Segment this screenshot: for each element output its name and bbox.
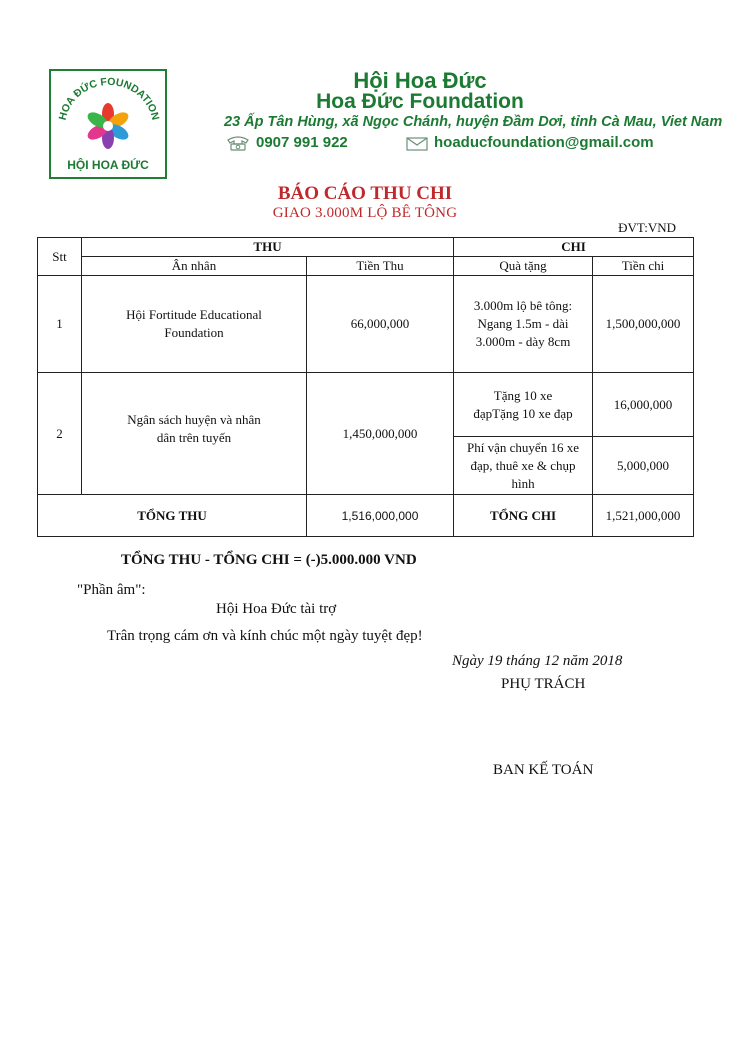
row-income: 66,000,000: [307, 276, 454, 373]
row-stt: 1: [38, 276, 82, 373]
row-expense: 5,000,000: [593, 437, 694, 495]
row-gift: 3.000m lộ bê tông: Ngang 1.5m - dài 3.000m - dày 8cm: [454, 276, 593, 373]
total-expense-value: 1,521,000,000: [593, 495, 694, 537]
org-name-vietnamese: Hội Hoa Đức: [353, 68, 487, 93]
table-row: [38, 373, 694, 437]
logo-arc-text: HOA ĐỨC FOUNDATION: [56, 75, 162, 122]
header-stt: Stt: [38, 238, 82, 276]
logo-bottom-text: HỘI HOA ĐỨC: [67, 158, 149, 172]
header-thu: THU: [82, 238, 454, 257]
phone-icon: [226, 135, 250, 151]
table-row: [38, 276, 694, 373]
email-address[interactable]: hoaducfoundation@gmail.com: [434, 134, 654, 151]
header-an-nhan: Ân nhân: [82, 257, 307, 276]
total-income-label: TỔNG THU: [38, 495, 307, 537]
total-expense-label: TỔNG CHI: [454, 495, 593, 537]
row-stt: 2: [38, 373, 82, 495]
org-name-english: Hoa Đức Foundation: [316, 90, 524, 113]
phone-number: 0907 991 922: [256, 134, 348, 151]
header-tien-thu: Tiền Thu: [307, 257, 454, 276]
thanks-line: Trân trọng cám ơn và kính chúc một ngày tuyệt đẹp!: [107, 628, 423, 644]
balance-line: TỔNG THU - TỔNG CHI = (-)5.000.000 VND: [121, 552, 417, 568]
header-chi: CHI: [454, 238, 694, 257]
row-gift: Tặng 10 xe đạpTặng 10 xe đạp: [454, 373, 593, 437]
total-income-value: 1,516,000,000: [307, 495, 454, 537]
row-income: 1,450,000,000: [307, 373, 454, 495]
in-charge-label: PHỤ TRÁCH: [501, 676, 586, 692]
totals-row: [38, 495, 694, 537]
row-donor: Hội Fortitude Educational Foundation: [82, 276, 307, 373]
sponsor-line: Hội Hoa Đức tài trợ: [216, 601, 337, 617]
envelope-icon: [406, 137, 428, 151]
currency-unit-label: ĐVT:VND: [618, 220, 676, 235]
row-expense: 16,000,000: [593, 373, 694, 437]
income-expense-table: [37, 237, 694, 537]
report-subtitle: GIAO 3.000M LỘ BÊ TÔNG: [272, 205, 458, 221]
header-qua-tang: Quà tặng: [454, 257, 593, 276]
org-address: 23 Ấp Tân Hùng, xã Ngọc Chánh, huyện Đầm Dơi, tỉnh Cà Mau, Viet Nam: [224, 114, 723, 130]
accounting-dept-label: BAN KẾ TOÁN: [493, 762, 594, 778]
row-donor: Ngân sách huyện và nhân dân trên tuyến: [82, 373, 307, 495]
row-expense: 1,500,000,000: [593, 276, 694, 373]
row-gift: Phí vận chuyển 16 xe đạp, thuê xe & chụp hình: [454, 437, 593, 495]
negative-note-label: "Phần âm":: [77, 582, 146, 598]
report-date: Ngày 19 tháng 12 năm 2018: [452, 653, 623, 669]
header-tien-chi: Tiền chi: [593, 257, 694, 276]
lotus-logo-icon: [51, 71, 165, 177]
foundation-logo: [49, 69, 167, 179]
report-title: BÁO CÁO THU CHI: [277, 183, 453, 204]
